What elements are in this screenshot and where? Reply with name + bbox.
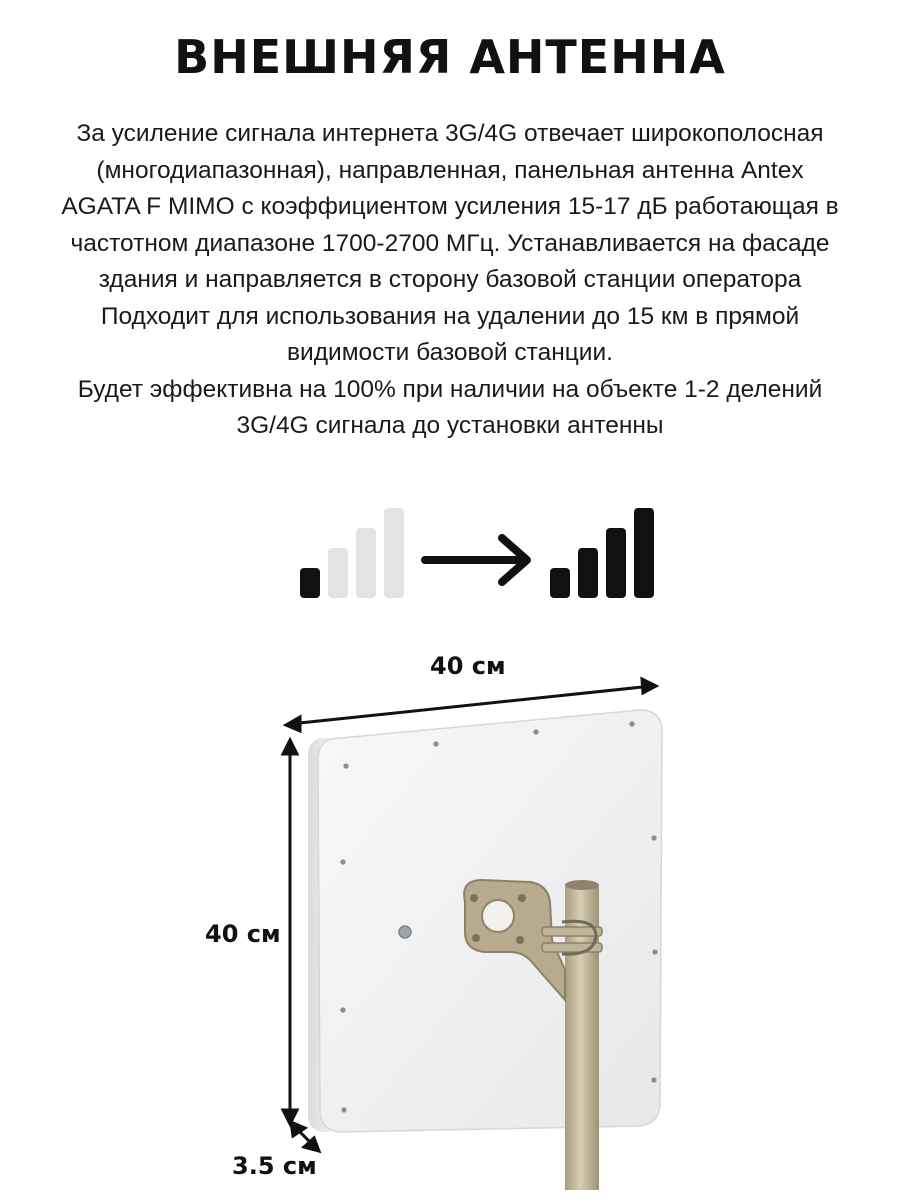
signal-bar <box>606 528 626 598</box>
arrow-right-icon <box>425 538 527 582</box>
signal-bar <box>634 508 654 598</box>
description-line: Подходит для использования на удалении до 15 км в прямой <box>100 302 800 330</box>
width-dimension-label: 40 см <box>430 652 506 680</box>
signal-improvement-graphic <box>290 500 670 610</box>
description-line: Будет эффективна на 100% при наличии на объекте 1-2 делений <box>77 375 823 403</box>
signal-bar <box>300 568 320 598</box>
product-description <box>20 116 880 445</box>
signal-bar <box>384 508 404 598</box>
description-line: 3G/4G сигнала до установки антенны <box>236 412 664 439</box>
description-line: За усиление сигнала интернета 3G/4G отвечает широкополосная <box>76 120 824 147</box>
antenna-illustration <box>190 640 710 1190</box>
height-dimension-label: 40 см <box>205 920 281 948</box>
description-line: частотном диапазоне 1700-2700 МГц. Устанавливается на фасаде <box>70 229 830 257</box>
description-line: видимости базовой станции. <box>287 339 613 366</box>
signal-bar <box>328 548 348 598</box>
signal-bars-after-icon <box>550 508 654 598</box>
description-line: AGATA F MIMO с коэффициентом усиления 15-17 дБ работающая в <box>61 193 839 220</box>
depth-dimension-label: 3.5 см <box>232 1152 317 1180</box>
center-connector <box>399 926 411 938</box>
signal-bar <box>550 568 570 598</box>
description-line: здания и направляется в сторону базовой станции оператора <box>98 266 802 293</box>
signal-bar <box>356 528 376 598</box>
description-line: (многодиапазонная), направленная, панельная антенна Antex <box>96 156 804 184</box>
signal-bar <box>578 548 598 598</box>
page-title: ВНЕШНЯЯ АНТЕННА <box>174 30 726 84</box>
signal-bars-before-icon <box>300 508 404 598</box>
